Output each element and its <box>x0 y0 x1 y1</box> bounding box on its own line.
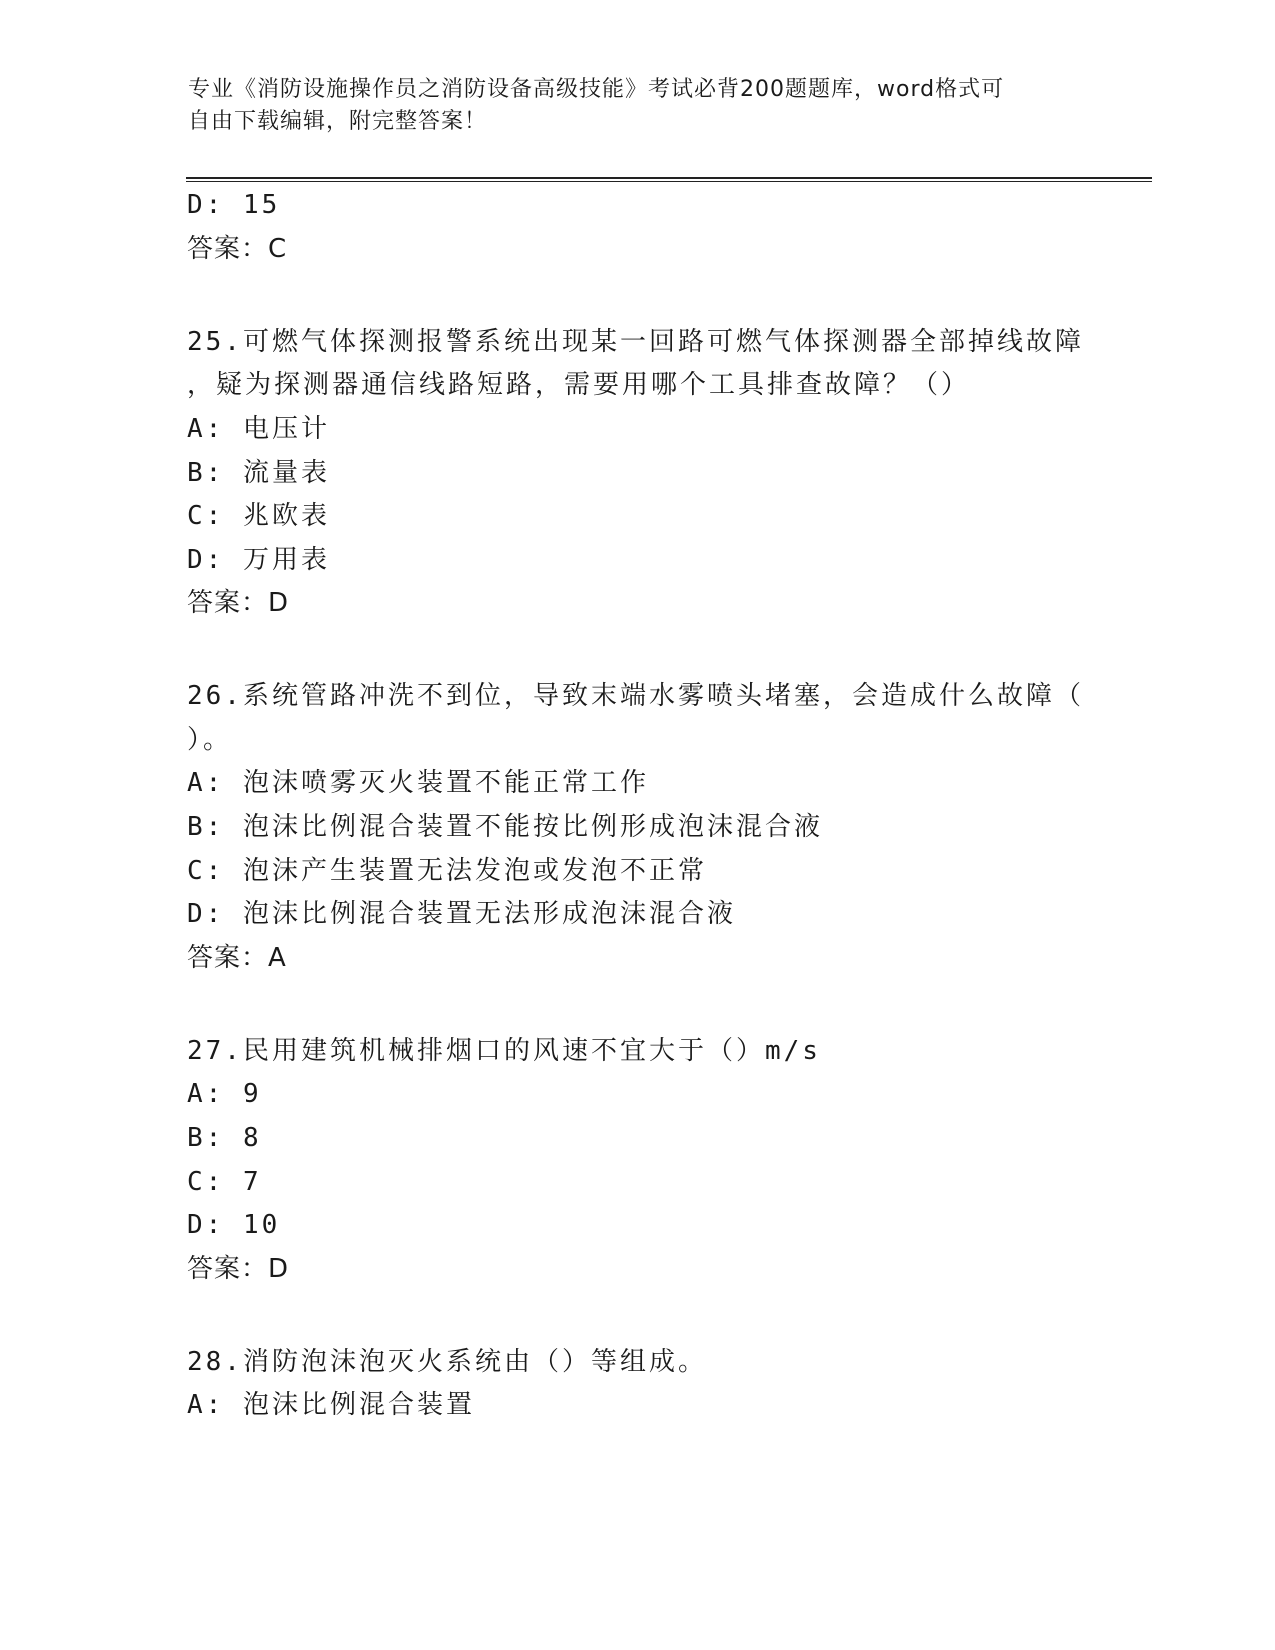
prev-option-d: D: 15 <box>187 190 281 220</box>
q27-option-c: C: 7 <box>187 1167 262 1197</box>
q26-option-c: C: 泡沫产生装置无法发泡或发泡不正常 <box>187 856 707 886</box>
q26-option-a: A: 泡沫喷雾灭火装置不能正常工作 <box>187 768 649 798</box>
prev-answer: 答案：C <box>187 234 288 264</box>
header-line-1: 专业《消防设施操作员之消防设备高级技能》考试必背200题题库，word格式可 <box>188 77 1005 102</box>
q27-option-b: B: 8 <box>187 1123 262 1153</box>
q27-stem: 27.民用建筑机械排烟口的风速不宜大于（）m/s <box>187 1036 821 1066</box>
q26-stem-line-2: ）。 <box>187 725 233 755</box>
header-divider <box>186 177 1152 182</box>
q25-option-b: B: 流量表 <box>187 458 330 488</box>
q25-stem-line-2: ，疑为探测器通信线路短路，需要用哪个工具排查故障？（） <box>187 370 971 400</box>
q26-answer: 答案：A <box>187 943 287 973</box>
document-header <box>188 74 1088 138</box>
q28-stem: 28.消防泡沫泡灭火系统由（）等组成。 <box>187 1347 707 1377</box>
q26-option-b: B: 泡沫比例混合装置不能按比例形成泡沫混合液 <box>187 812 823 842</box>
q27-option-d: D: 10 <box>187 1210 281 1240</box>
q25-answer: 答案：D <box>187 588 290 618</box>
q27-answer: 答案：D <box>187 1254 290 1284</box>
q25-option-c: C: 兆欧表 <box>187 501 330 531</box>
header-line-2: 自由下载编辑，附完整答案！ <box>188 109 488 134</box>
q25-option-a: A: 电压计 <box>187 414 330 444</box>
q26-option-d: D: 泡沫比例混合装置无法形成泡沫混合液 <box>187 899 736 929</box>
q27-option-a: A: 9 <box>187 1079 262 1109</box>
q25-stem-line-1: 25.可燃气体探测报警系统出现某一回路可燃气体探测器全部掉线故障 <box>187 327 1084 357</box>
q28-option-a: A: 泡沫比例混合装置 <box>187 1390 475 1420</box>
q26-stem-line-1: 26.系统管路冲洗不到位，导致末端水雾喷头堵塞，会造成什么故障（ <box>187 681 1084 711</box>
q25-option-d: D: 万用表 <box>187 545 330 575</box>
